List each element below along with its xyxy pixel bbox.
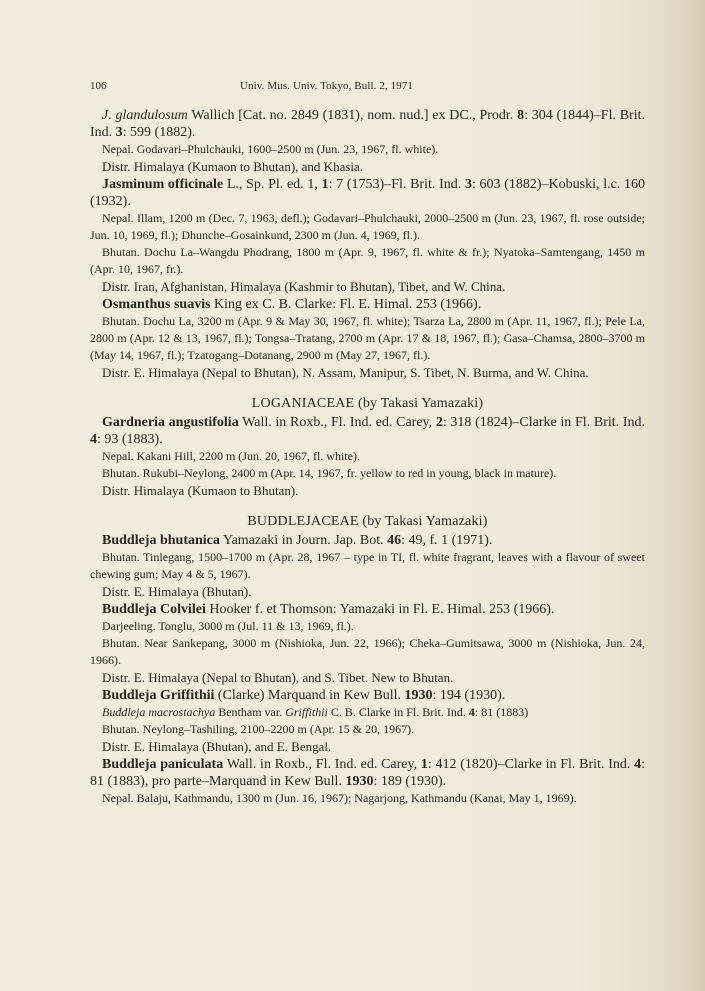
species-entry — [90, 414, 645, 448]
locality-record — [90, 635, 645, 669]
locality-record — [90, 210, 645, 244]
locality-record — [90, 549, 645, 583]
text-run: Yamazaki in Journ. Jap. Bot. — [219, 533, 388, 548]
species-entry — [90, 687, 645, 704]
distribution-note — [90, 482, 645, 499]
locality-record — [90, 313, 645, 364]
text-run: Nepal. Kakani Hill, 2200 m (Jun. 20, 1967, fl. white). — [102, 449, 360, 463]
text-run: Bhutan. Neylong–Tashiling, 2100–2200 m (Apr. 15 & 20, 1967). — [102, 722, 415, 736]
text-run: : 318 (1824)–Clarke in Fl. Brit. Ind. — [442, 415, 645, 430]
bold-text: Buddleja bhutanica — [102, 533, 220, 548]
distribution-note — [90, 738, 645, 755]
locality-record — [90, 465, 645, 482]
text-run: : 49, f. 1 (1971). — [401, 533, 493, 548]
text-run: Bhutan. Near Sankepang, 3000 m (Nishioka, Jun. 22, 1966); Cheka–Gumitsawa, 3000 m (Nishioka, Jun. 24, 1966). — [90, 636, 645, 667]
bold-text: 1930 — [345, 774, 374, 789]
distribution-note — [90, 278, 645, 295]
italic-text: Griffithii — [285, 705, 328, 719]
distribution-note — [90, 669, 645, 686]
page-header — [90, 78, 645, 95]
text-run: Bentham var. — [215, 705, 286, 719]
locality-record — [90, 618, 645, 635]
distribution-note — [90, 364, 645, 381]
text-run: LOGANIACEAE (by Takasi Yamazaki) — [251, 396, 484, 411]
synonym-entry — [90, 704, 645, 721]
distribution-note — [90, 583, 645, 600]
text-run: Distr. E. Himalaya (Nepal to Bhutan), and S. Tibet. New to Bhutan. — [102, 670, 454, 685]
text-run: : 304 (1844)–Fl. Brit. Ind. — [90, 108, 646, 140]
bold-text: Osmanthus suavis — [102, 297, 211, 312]
species-entry — [90, 601, 645, 618]
text-run: C. B. Clarke in Fl. Brit. Ind. — [327, 705, 469, 719]
bold-text: 1930 — [404, 688, 433, 703]
bold-text: Buddleja Colvilei — [102, 602, 206, 617]
page-number: 106 — [90, 80, 107, 92]
page-content — [90, 78, 645, 807]
text-run: : 7 (1753)–Fl. Brit. Ind. — [328, 177, 465, 192]
text-run: : 603 (1882)–Kobuski, l.c. 160 (1932). — [90, 177, 646, 209]
text-run: Nepal. Balaju, Kathmandu, 1300 m (Jun. 16, 1967); Nagarjong, Kathmandu (Kanai, May 1, 1969). — [102, 791, 577, 805]
text-run: Wall. in Roxb., Fl. Ind. ed. Carey, — [223, 757, 421, 772]
text-run: Bhutan. Dochu La, 3200 m (Apr. 9 & May 30, 1967, fl. white); Tsarza La, 2800 m (Apr. 11, 1967, fl.); Pele La, 2800 m (Apr. 12 & 13, 1967, fl.); Tongsa–Tratang, 2700 m (Apr. 17 & 18, 1967, fl.); Gasa–Chamsa, 2800–3700 m (May 14, 1967, fl.); Tzatogang–Dotanang, 2900 m (May 27, 1967, fl.). — [90, 314, 645, 362]
text-run: Bhutan. Rukubi–Neylong, 2400 m (Apr. 14, 1967, fr. yellow to red in young, black in mature). — [102, 466, 557, 480]
bold-text: 8 — [517, 108, 525, 123]
locality-record — [90, 244, 645, 278]
bold-text: 1 — [420, 757, 428, 772]
bold-text: Buddleja Griffithii — [102, 688, 215, 703]
bold-text: 3 — [115, 125, 123, 140]
bold-text: 1 — [321, 177, 329, 192]
text-run: : 599 (1882). — [122, 125, 196, 140]
text-run: Nepal. Godavari–Phulchauki, 1600–2500 m (Jun. 23, 1967, fl. white). — [102, 142, 439, 156]
bold-text: Buddleja paniculata — [102, 757, 224, 772]
text-run: (Clarke) Marquand in Kew Bull. — [214, 688, 405, 703]
locality-record — [90, 790, 645, 807]
text-run: Distr. Iran, Afghanistan, Himalaya (Kashmir to Bhutan), Tibet, and W. China. — [102, 279, 506, 294]
text-run: : 412 (1820)–Clarke in Fl. Brit. Ind. — [427, 757, 635, 772]
text-run: Distr. E. Himalaya (Nepal to Bhutan), N. Assam, Manipur, S. Tibet, N. Burma, and W. China. — [102, 365, 589, 380]
distribution-note — [90, 158, 645, 175]
family-heading — [90, 513, 645, 530]
text-run: BUDDLEJACEAE (by Takasi Yamazaki) — [247, 514, 488, 529]
italic-text: J. glandulosum — [102, 108, 188, 123]
text-run: Distr. Himalaya (Kumaon to Bhutan). — [102, 483, 299, 498]
text-run: : 93 (1883). — [97, 432, 163, 447]
text-run: Darjeeling. Tonglu, 3000 m (Jul. 11 & 13, 1969, fl.). — [102, 619, 354, 633]
running-title: Univ. Mus. Univ. Tokyo, Bull. 2, 1971 — [240, 80, 414, 92]
species-entry — [90, 107, 645, 141]
text-run: Wall. in Roxb., Fl. Ind. ed. Carey, — [238, 415, 436, 430]
text-run: Nepal. Illam, 1200 m (Dec. 7, 1963, defl.); Godavari–Phulchauki, 2000–2500 m (Jun. 23, 1967, fl. rose outside; Jun. 10, 1969, fl.); Dhunche–Gosainkund, 2300 m (Jun. 4, 1969, fl.). — [90, 211, 645, 242]
species-entry — [90, 532, 645, 549]
family-heading — [90, 395, 645, 412]
text-run: : 81 (1883), pro parte–Marquand in Kew Bull. — [90, 757, 645, 789]
bold-text: 46 — [387, 533, 402, 548]
bold-text: 2 — [435, 415, 443, 430]
text-body — [90, 107, 645, 807]
bold-text: 4 — [468, 705, 475, 719]
text-run: : 194 (1930). — [432, 688, 506, 703]
text-run: Hooker f. et Thomson: Yamazaki in Fl. E. Himal. 253 (1966). — [205, 602, 555, 617]
species-entry — [90, 176, 645, 210]
text-run: King ex C. B. Clarke: Fl. E. Himal. 253 (1966). — [210, 297, 482, 312]
species-entry — [90, 756, 645, 790]
bold-text: Jasminum officinale — [102, 177, 224, 192]
italic-text: Buddleja macrostachya — [102, 705, 216, 719]
text-run: Distr. E. Himalaya (Bhutan). — [102, 584, 252, 599]
locality-record — [90, 721, 645, 738]
locality-record — [90, 448, 645, 465]
bold-text: Gardneria angustifolia — [102, 415, 239, 430]
bold-text: 4 — [634, 757, 642, 772]
text-run: Distr. E. Himalaya (Bhutan), and E. Bengal. — [102, 739, 332, 754]
bold-text: 3 — [464, 177, 472, 192]
text-run: : 81 (1883) — [474, 705, 529, 719]
text-run: Wallich [Cat. no. 2849 (1831), nom. nud.] ex DC., Prodr. — [187, 108, 518, 123]
text-run: Bhutan. Dochu La–Wangdu Phodrang, 1800 m (Apr. 9, 1967, fl. white & fr.); Nyatoka–Samtengang, 1450 m (Apr. 10, 1967, fr.). — [90, 245, 645, 276]
species-entry — [90, 296, 645, 313]
text-run: Distr. Himalaya (Kumaon to Bhutan), and Khasia. — [102, 159, 364, 174]
text-run: Bhutan. Tinlegang, 1500–1700 m (Apr. 28, 1967 – type in TI, fl. white fragrant, leaves with a flavour of sweet chewing gum; May 4 & 5, 1967). — [90, 550, 645, 581]
locality-record — [90, 141, 645, 158]
text-run: L., Sp. Pl. ed. 1, — [223, 177, 322, 192]
bold-text: 4 — [90, 432, 97, 447]
text-run: : 189 (1930). — [373, 774, 447, 789]
